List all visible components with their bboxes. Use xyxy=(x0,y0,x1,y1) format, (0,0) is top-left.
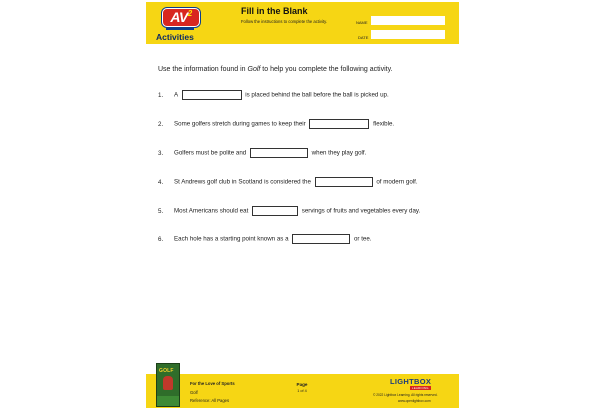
question-number: 3. xyxy=(158,149,164,157)
question-number: 2. xyxy=(158,120,164,128)
name-label: NAME xyxy=(356,20,368,25)
question-text-after: or tee. xyxy=(352,235,372,243)
question-text-before: Golfers must be polite and xyxy=(174,149,248,157)
question-text-after: servings of fruits and vegetables every day. xyxy=(300,207,421,215)
page-subtitle: Follow the instructions to complete the activity. xyxy=(241,19,328,24)
question-5 xyxy=(158,206,420,216)
question-text-before: Each hole has a starting point known as a xyxy=(174,235,291,243)
copyright-text: © 2022 Lightbox Learning. All rights reserved. xyxy=(373,393,438,397)
logo-strip xyxy=(166,27,194,30)
question-text-after: when they play golf. xyxy=(309,149,367,157)
series-title: For the Love of Sports xyxy=(190,381,235,386)
cover-title: GOLF xyxy=(159,368,174,374)
date-label: DATE xyxy=(358,35,369,40)
page-label: Page xyxy=(296,382,308,387)
question-text-before: St Andrews golf club in Scotland is considered the xyxy=(174,178,313,186)
instruction-book-title: Golf xyxy=(247,66,261,73)
lightbox-logo-sub: LEARNING xyxy=(412,386,429,390)
logo-badge-text: AV xyxy=(170,9,188,25)
instruction-text xyxy=(158,66,393,73)
question-text-before: Some golfers stretch during games to keep their xyxy=(174,120,308,128)
website-link[interactable]: www.openlightbox.com xyxy=(398,399,431,403)
header-band xyxy=(146,2,459,44)
instruction-pre: Use the information found in xyxy=(158,66,248,73)
question-number: 1. xyxy=(158,91,164,99)
name-field[interactable] xyxy=(371,16,445,25)
question-text-before: A xyxy=(174,91,180,99)
cover-ground xyxy=(157,396,179,406)
logo-title: Activities xyxy=(156,32,194,42)
question-number: 6. xyxy=(158,235,164,243)
question-number: 5. xyxy=(158,207,164,215)
worksheet-page xyxy=(146,0,459,412)
reference-text: Reference: All Pages xyxy=(190,398,230,403)
question-1 xyxy=(158,90,389,100)
question-3 xyxy=(158,148,366,158)
question-text-after: flexible. xyxy=(371,120,395,128)
cover-golfer-figure xyxy=(163,376,173,390)
date-field[interactable] xyxy=(371,30,445,39)
av2-logo xyxy=(154,8,208,40)
page-title: Fill in the Blank xyxy=(241,6,308,16)
logo-badge xyxy=(162,8,200,27)
answer-blank-4[interactable] xyxy=(315,177,373,187)
lightbox-logo: LIGHTBOX xyxy=(390,377,432,386)
question-text-after: of modern golf. xyxy=(374,178,418,186)
book-cover-image xyxy=(156,363,180,407)
answer-blank-1[interactable] xyxy=(182,90,242,100)
page-number: 1 of 4 xyxy=(297,389,307,393)
answer-blank-5[interactable] xyxy=(252,206,298,216)
question-text-after: is placed behind the ball before the ball is picked up. xyxy=(243,91,389,99)
answer-blank-2[interactable] xyxy=(309,119,369,129)
question-2 xyxy=(158,119,394,129)
question-text-before: Most Americans should eat xyxy=(174,207,251,215)
book-title: Golf xyxy=(190,390,198,395)
question-6 xyxy=(158,234,372,244)
question-4 xyxy=(158,177,418,187)
instruction-post: to help you complete the following activity. xyxy=(260,66,393,73)
answer-blank-6[interactable] xyxy=(292,234,350,244)
question-number: 4. xyxy=(158,178,164,186)
answer-blank-3[interactable] xyxy=(250,148,308,158)
logo-badge-sup: 2 xyxy=(187,9,192,18)
